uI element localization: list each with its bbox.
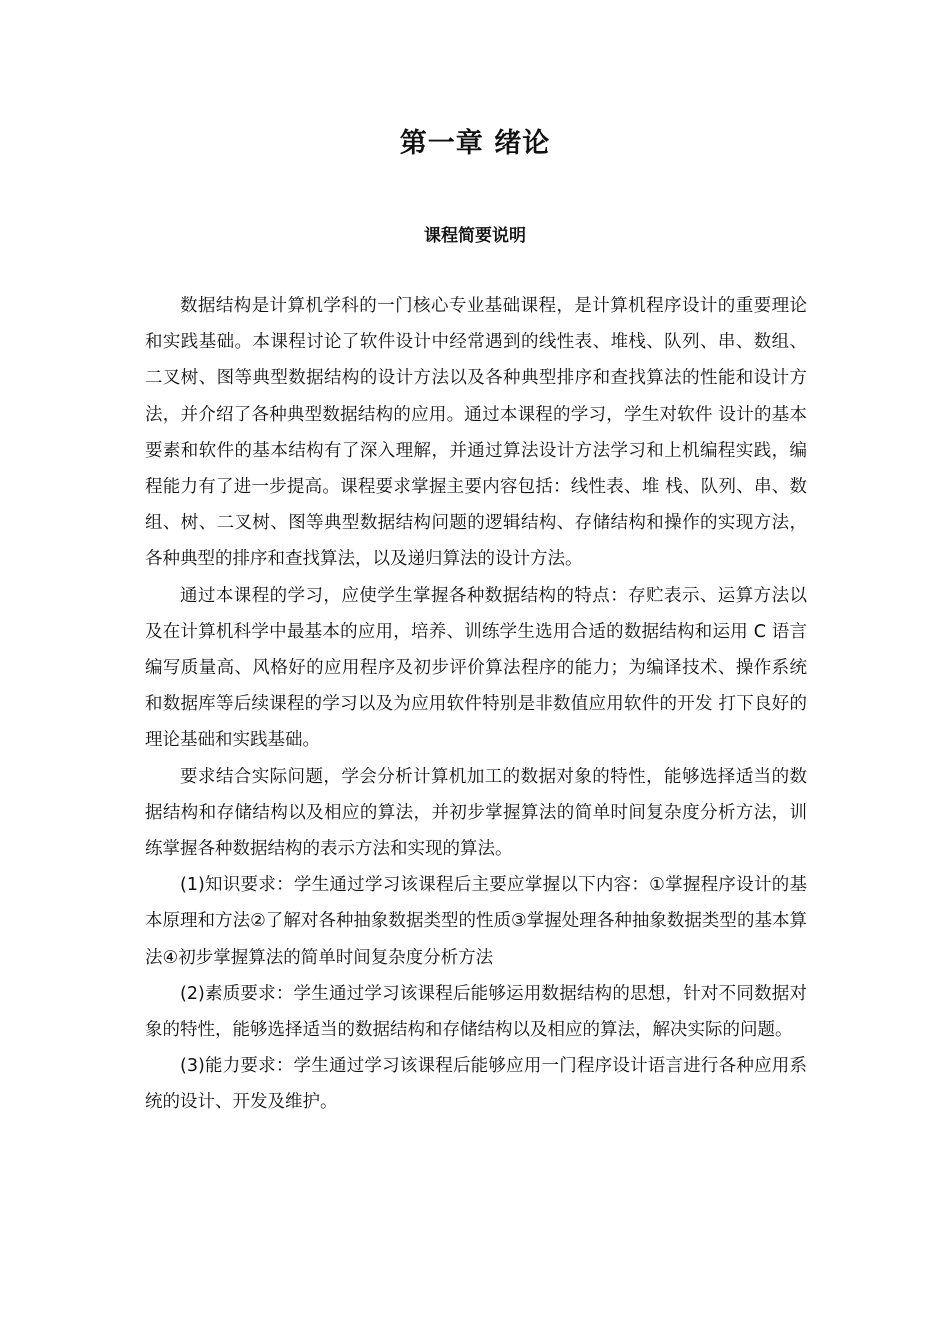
paragraph-quality-requirements: (2)素质要求：学生通过学习该课程后能够运用数据结构的思想，针对不同数据对象的特性，能够选择适当的数据结构和存储结构以及相应的算法，解决实际的问题。 <box>145 983 807 1041</box>
paragraph-learning-goals: 通过本课程的学习，应使学生掌握各种数据结构的特点：存贮表示、运算方法以及在计算机科学中最基本的应用，培养、训练学生选用合适的数据结构和运用 C 语言编写质量高、风格好的应用程序及初步评价算法程序的能力；为编译技术、操作系统和数据库等后续课程的学习以及为应用软件特别是非数值应用软件的开发 打下良好的理论基础和实践基础。 <box>145 585 807 751</box>
paragraph-ability-requirements: (3)能力要求：学生通过学习该课程后能够应用一门程序设计语言进行各种应用系统的设计、开发及维护。 <box>145 1056 807 1113</box>
body-text <box>145 288 807 1121</box>
paragraph-knowledge-requirements: (1)知识要求：学生通过学习该课程后主要应掌握以下内容：①掌握程序设计的基本原理和方法②了解对各种抽象数据类型的性质③掌握处理各种抽象数据类型的基本算法④初步掌握算法的简单时间复杂度分析方法 <box>145 875 807 968</box>
section-title: 课程简要说明 <box>424 226 526 246</box>
chapter-title: 第一章 绪论 <box>399 128 551 159</box>
paragraph-course-overview: 数据结构是计算机学科的一门核心专业基础课程，是计算机程序设计的重要理论和实践基础。本课程讨论了软件设计中经常遇到的线性表、堆栈、队列、串、数组、二叉树、图等典型数据结构的设计方法以及各种典型排序和查找算法的性能和设计方法，并介绍了各种典型数据结构的应用。通过本课程的学习，学生对软件 设计的基本要素和软件的基本结构有了深入理解，并通过算法设计方法学习和上机编程实践，编程能力有了进一步提高。课程要求掌握主要内容包括：线性表、堆 栈、队列、串、数组、树、二叉树、图等典型数据结构问题的逻辑结构、存储结构和操作的实现方法，各种典型的排序和查找算法，以及递归算法的设计方法。 <box>145 296 807 570</box>
paragraph-requirements: 要求结合实际问题，学会分析计算机加工的数据对象的特性，能够选择适当的数据结构和存储结构以及相应的算法，并初步掌握算法的简单时间复杂度分析方法，训练掌握各种数据结构的表示方法和实现的算法。 <box>145 766 807 860</box>
